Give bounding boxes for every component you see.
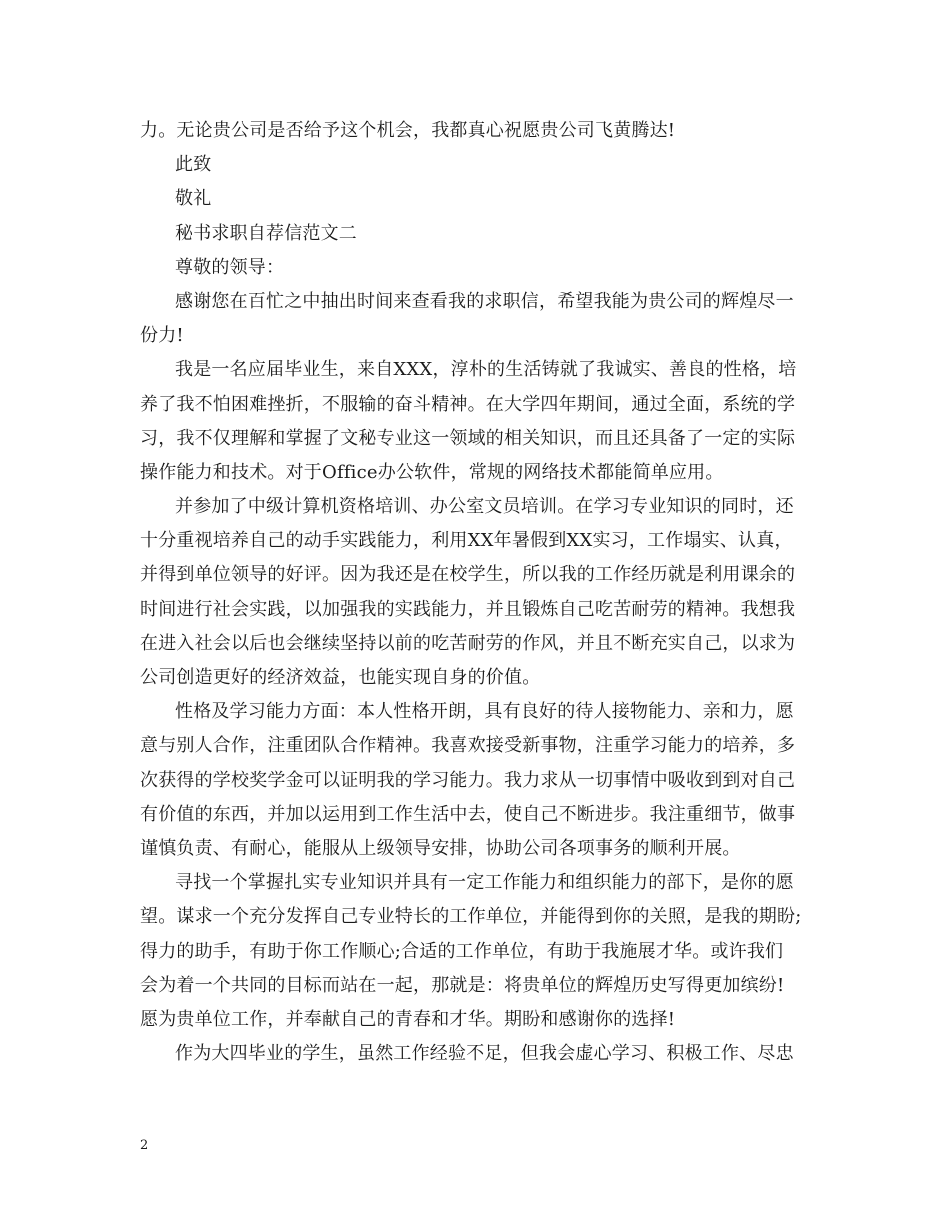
text-line: 并得到单位领导的好评。因为我还是在校学生，所以我的工作经历就是利用课余的 xyxy=(140,564,796,586)
salutation: 尊敬的领导： xyxy=(175,256,285,278)
text-line: 习，我不仅理解和掌握了文秘专业这一领域的相关知识，而且还具备了一定的实际 xyxy=(140,427,796,449)
text-line: 公司创造更好的经济效益，也能实现自身的价值。 xyxy=(140,667,541,688)
text-line: 感谢您在百忙之中抽出时间来查看我的求职信，希望我能为贵公司的辉煌尽一 xyxy=(175,290,794,312)
page-number: 2 xyxy=(140,1138,149,1153)
text-line: 会为着一个共同的目标而站在一起，那就是：将贵单位的辉煌历史写得更加缤纷! xyxy=(140,974,785,996)
text-line: 次获得的学校奖学金可以证明我的学习能力。我力求从一切事情中吸收到到对自己 xyxy=(140,769,796,791)
text-line: 养了我不怕困难挫折，不服输的奋斗精神。在大学四年期间，通过全面，系统的学 xyxy=(140,393,796,415)
text-line: 寻找一个掌握扎实专业知识并具有一定工作能力和组织能力的部下，是你的愿 xyxy=(175,872,794,894)
text-line: 愿为贵单位工作，并奉献自己的青春和才华。期盼和感谢你的选择! xyxy=(140,1008,676,1030)
text-line: 十分重视培养自己的动手实践能力，利用XX年暑假到XX实习，工作塌实、认真， xyxy=(140,530,793,552)
text-line: 谨慎负责、有耐心，能服从上级领导安排，协助公司各项事务的顺利开展。 xyxy=(140,837,741,859)
closing-line: 此致 xyxy=(175,154,212,176)
closing-line: 敬礼 xyxy=(175,188,212,210)
text-line: 在进入社会以后也会继续坚持以前的吃苦耐劳的作风，并且不断充实自己，以求为 xyxy=(140,632,796,654)
text-line: 时间进行社会实践，以加强我的实践能力，并且锻炼自己吃苦耐劳的精神。我想我 xyxy=(140,598,796,620)
text-line: 望。谋求一个充分发挥自己专业特长的工作单位，并能得到你的关照，是我的期盼; xyxy=(140,906,802,928)
text-line: 并参加了中级计算机资格培训、办公室文员培训。在学习专业知识的同时，还 xyxy=(175,496,794,518)
text-line: 作为大四毕业的学生，虽然工作经验不足，但我会虚心学习、积极工作、尽忠 xyxy=(175,1043,794,1065)
text-line: 操作能力和技术。对于Office办公软件，常规的网络技术都能简单应用。 xyxy=(140,461,724,483)
text-line: 得力的助手，有助于你工作顺心;合适的工作单位，有助于我施展才华。或许我们 xyxy=(140,940,784,962)
text-line: 力。无论贵公司是否给予这个机会，我都真心祝愿贵公司飞黄腾达! xyxy=(140,120,676,141)
letter-body xyxy=(140,114,812,1071)
text-line: 有价值的东西，并加以运用到工作生活中去，使自己不断进步。我注重细节，做事 xyxy=(140,803,796,825)
text-line: 份力! xyxy=(140,325,184,347)
text-line: 性格及学习能力方面：本人性格开朗，具有良好的待人接物能力、亲和力，愿 xyxy=(175,701,794,723)
text-line: 意与别人合作，注重团队合作精神。我喜欢接受新事物，注重学习能力的培养，多 xyxy=(140,735,796,757)
section-title: 秘书求职自荐信范文二 xyxy=(175,222,357,244)
text-line: 我是一名应届毕业生，来自XXX，淳朴的生活铸就了我诚实、善良的性格，培 xyxy=(175,359,797,381)
